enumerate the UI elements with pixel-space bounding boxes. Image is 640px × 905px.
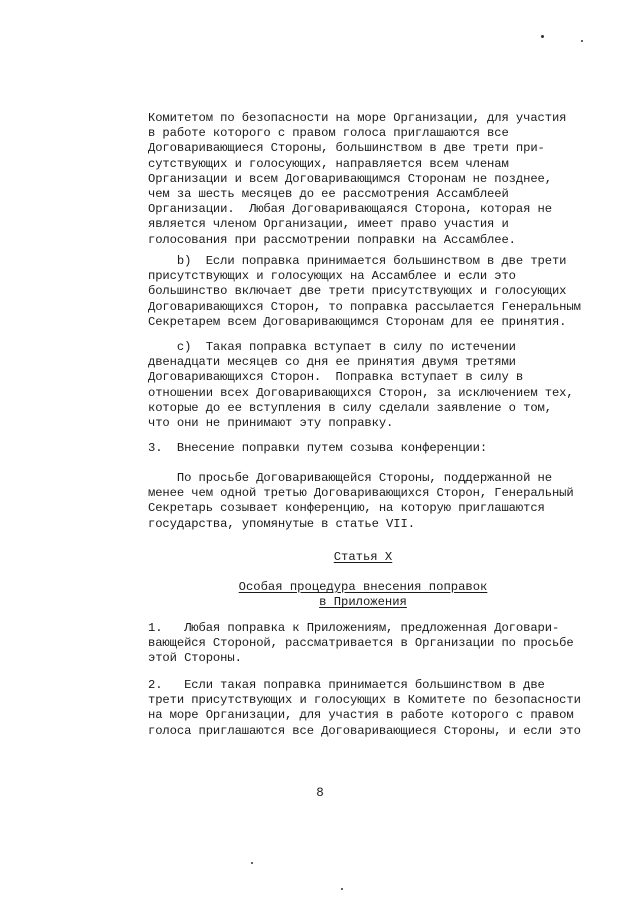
paragraph-c [148,340,588,431]
text-line: Организации. Любая Договаривающаяся Сторона, которая не [148,202,552,217]
text-line: голоса приглашаются все Договаривающиеся Стороны, и если это [148,723,581,738]
scan-speck [341,888,343,890]
text-line: в работе которого с правом голоса приглашаются все [148,126,509,141]
text-line: Секретарь созывает конференцию, на которую приглашаются [148,501,545,516]
paragraph-b [148,254,588,330]
scan-speck [251,862,253,864]
text-line: Договаривающиеся Стороны, большинством в две трети при- [148,141,545,156]
text-line: По просьбе Договаривающейся Стороны, поддержанной не [148,471,552,485]
article-subtitle-line: в Приложения [319,595,407,610]
text-line: которые до ее вступления в силу сделали заявление о том, [148,400,552,415]
text-line: чем за шесть месяцев до ее рассмотрения Ассамблеей [148,187,509,202]
text-line: является членом Организации, имеет право участия и [148,217,509,232]
text-line: двенадцати месяцев со дня ее принятия двумя третями [148,355,516,370]
item-3-heading [148,441,588,456]
text-line: c) Такая поправка вступает в силу по истечении [148,340,516,354]
article-subtitle-line: Особая процедура внесения поправок [238,580,488,594]
text-line: 3. Внесение поправки путем созыва конференции: [148,441,488,455]
text-line: вающейся Стороной, рассматривается в Организации по просьбе [148,636,574,651]
article-subtitle [148,580,578,610]
paragraph-conference [148,471,588,532]
text-line: трети присутствующих и голосующих в Комитете по безопасности [148,693,581,708]
text-line: на море Организации, для участия в работе которого с правом [148,708,574,723]
text-line: Комитетом по безопасности на море Организации, для участия [148,111,567,125]
text-line: большинство включает две трети присутствующих и голосующих [148,284,567,299]
text-line: менее чем одной третью Договаривающихся Сторон, Генеральный [148,486,574,501]
text-line: 1. Любая поправка к Приложениям, предложенная Договари- [148,621,560,635]
text-line: что они не принимают эту поправку. [148,416,394,431]
paragraph-2 [148,678,588,739]
article-title-text: Статья X [333,550,393,564]
text-line: отношении всех Договаривающихся Сторон, за исключением тех, [148,385,574,400]
page-number: 8 [316,786,324,800]
text-line: b) Если поправка принимается большинством в две трети [148,254,567,268]
text-line: сутствующих и голосующих, направляется всем членам [148,156,509,171]
text-line: Договаривающихся Сторон, то поправка рассылается Генеральным [148,299,581,314]
text-line: Организации и всем Договаривающимся Сторонам не позднее, [148,171,552,186]
paragraph-continuation [148,111,588,248]
text-line: Договаривающихся Сторон. Поправка вступает в силу в [148,370,524,385]
text-line: 2. Если такая поправка принимается большинством в две [148,678,545,692]
text-line: государства, упомянутые в статье VII. [148,516,415,531]
text-line: Секретарем всем Договаривающимся Сторонам для ее принятия. [148,314,567,329]
scan-speck [581,40,583,42]
scan-speck [541,35,544,38]
paragraph-1 [148,621,588,667]
text-line: этой Стороны. [148,651,242,666]
article-title [148,550,578,565]
text-line: присутствующих и голосующих на Ассамблее и если это [148,269,516,284]
text-line: голосования при рассмотрении поправки на Ассамблее. [148,232,516,247]
